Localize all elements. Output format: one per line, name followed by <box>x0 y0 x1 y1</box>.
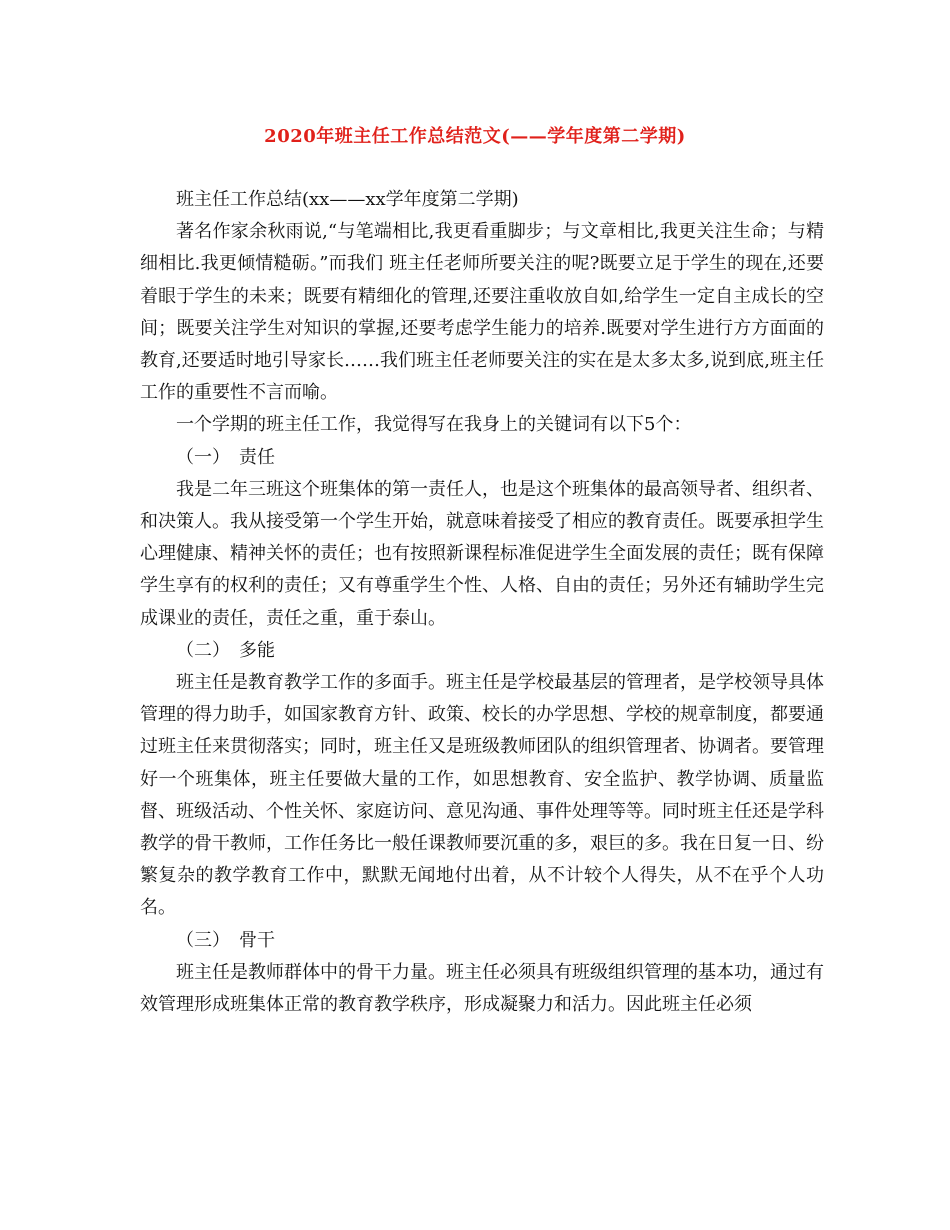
paragraph-subtitle: 班主任工作总结(xx——xx学年度第二学期) <box>176 189 519 210</box>
paragraph-backbone: 班主任是教师群体中的骨干力量。班主任必须具有班级组织管理的基本功，通过有效管理形成班集体正常的教育教学秩序，形成凝聚力和活力。因此班主任必须 <box>140 961 824 1016</box>
section-heading-backbone: （三） 骨干 <box>176 929 275 951</box>
document-title: 2020年班主任工作总结范文(——学年度第二学期) <box>264 126 686 147</box>
paragraph-keywords: 一个学期的班主任工作，我觉得写在我身上的关键词有以下5个： <box>176 414 692 436</box>
document-body <box>140 184 824 1021</box>
paragraph-responsibility: 我是二年三班这个班集体的第一责任人，也是这个班集体的最高领导者、组织者、和决策人。我从接受第一个学生开始，就意味着接受了相应的教育责任。既要承担学生心理健康、精神关怀的责任；也有按照新课程标准促进学生全面发展的责任；既有保障学生享有的权利的责任；又有尊重学生个性、人格、自由的责任；另外还有辅助学生完成课业的责任，责任之重，重于泰山。 <box>140 478 824 629</box>
paragraph-versatile: 班主任是教育教学工作的多面手。班主任是学校最基层的管理者，是学校领导具体管理的得力助手，如国家教育方针、政策、校长的办学思想、学校的规章制度，都要通过班主任来贯彻落实；同时，班主任又是班级教师团队的组织管理者、协调者。要管理好一个班集体，班主任要做大量的工作，如思想教育、安全监护、教学协调、质量监督、班级活动、个性关怀、家庭访问、意见沟通、事件处理等等。同时班主任还是学科教学的骨干教师，工作任务比一般任课教师要沉重的多，艰巨的多。我在日复一日、纷繁复杂的教学教育工作中，默默无闻地付出着，从不计较个人得失，从不在乎个人功名。 <box>140 672 824 919</box>
section-heading-versatile: （二） 多能 <box>176 639 275 661</box>
paragraph-intro: 著名作家余秋雨说,“与笔端相比,我更看重脚步；与文章相比,我更关注生命；与精细相比.我更倾情糙砺。”而我们 班主任老师所要关注的呢?既要立足于学生的现在,还要着眼于学生的未来；既要有精细化的管理,还要注重收放自如,给学生一定自主成长的空间；既要关注学生对知识的掌握,还要考虑学生能力的培养.既要对学生进行方方面面的教育,还要适时地引导家长……我们班主任老师要关注的实在是太多太多,说到底,班主任工作的重要性不言而喻。 <box>140 221 824 404</box>
section-heading-responsibility: （一） 责任 <box>176 446 275 468</box>
